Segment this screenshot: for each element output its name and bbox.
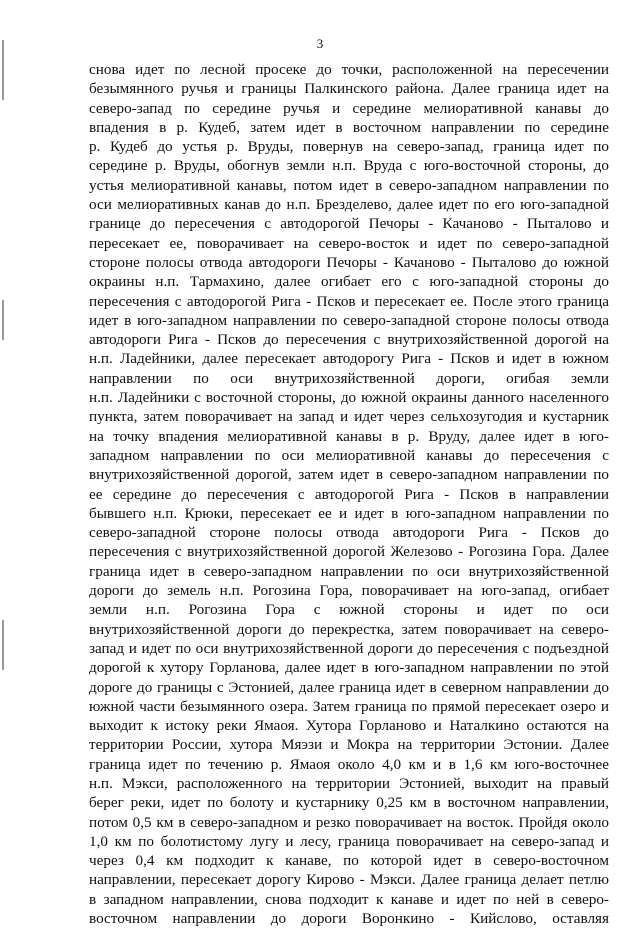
text-line: граница идет по течению р. Ямаоя около 4,0 км и в 1,6 км юго-восточнее <box>89 755 609 773</box>
text-line: западном направлении по оси мелиоративной канавы до пересечения с <box>89 446 609 464</box>
text-line: северо-запад по середине ручья и середине мелиоративной канавы до <box>89 99 609 117</box>
text-line: пересекает ее, поворачивает на северо-восток и идет по северо-западной <box>89 234 609 252</box>
text-line: направлении по оси внутрихозяйственной дороги, огибая земли <box>89 369 609 387</box>
text-line: безымянного ручья и границы Палкинского района. Далее граница идет на <box>89 80 609 98</box>
text-line: идет в юго-западном направлении по северо-западной стороне полосы отвода <box>89 311 609 329</box>
text-line: устья мелиоративной канавы, потом идет в северо-западном направлении по <box>89 176 609 194</box>
scan-edge-mark <box>2 300 4 340</box>
text-line: внутрихозяйственной дорогой, затем идет в северо-западном направлении по <box>89 466 609 484</box>
text-line: н.п. Ладейники, далее пересекает автодорогу Рига - Псков и идет в южном <box>89 350 609 368</box>
text-line: стороне полосы отвода автодороги Печоры - Качаново - Пыталово до южной <box>89 253 609 271</box>
text-line: дороге до границы с Эстонией, далее граница идет в северном направлении до <box>89 678 609 696</box>
text-line: границе до пересечения с автодорогой Печоры - Качаново - Пыталово и <box>89 215 609 233</box>
text-line: автодороги Рига - Псков до пересечения с внутрихозяйственной дорогой на <box>89 331 609 349</box>
text-line: середине р. Вруды, обогнув земли н.п. Вруда с юго-восточной стороны, до <box>89 157 609 175</box>
text-line: пункта, затем поворачивает на запад и идет через сельхозугодия и кустарник <box>89 408 609 426</box>
text-line: северо-западной стороне полосы отвода автодороги Рига - Псков до <box>89 524 609 542</box>
page-number: 3 <box>316 36 324 51</box>
text-line: 1,0 км по болотистому лугу и лесу, граница поворачивает на северо-запад и <box>89 832 609 850</box>
text-line: внутрихозяйственной дороги до перекрестка, затем поворачивает на северо- <box>89 620 609 638</box>
text-line: земли н.п. Рогозина Гора с южной стороны и идет по оси <box>89 601 609 619</box>
text-line: в западном направлении, снова подходит к канаве и идет по ней в северо- <box>89 890 609 908</box>
text-line: южной части безымянного озера. Затем граница по прямой пересекает озеро и <box>89 697 609 715</box>
text-line: н.п. Мэкси, расположенного на территории Эстонией, выходит на правый <box>89 774 609 792</box>
text-line: снова идет по лесной просеке до точки, расположенной на пересечении <box>89 61 609 78</box>
text-line: пересечения с внутрихозяйственной дорогой Железово - Рогозина Гора. Далее <box>89 543 609 561</box>
text-line: бывшего н.п. Крюки, пересекает ее и идет в юго-западном направлении по <box>89 504 609 522</box>
text-line: берег реки, идет по болоту и кустарнику 0,25 км в восточном направлении, <box>89 794 609 812</box>
text-line: потом 0,5 км в северо-западном и резко поворачивает на восток. Пройдя около <box>89 813 609 831</box>
text-line: территории России, хутора Мяэзи и Мокра на территории Эстонии. Далее <box>89 736 609 754</box>
text-line: ее середине до пересечения с автодорогой Рига - Псков в направлении <box>89 485 609 503</box>
text-line: запад и идет по оси внутрихозяйственной дороги до пересечения с подъездной <box>89 639 609 657</box>
body-text <box>89 60 609 928</box>
scan-edge-mark <box>2 620 4 670</box>
text-line: выходит к истоку реки Ямаоя. Хутора Горланово и Наталкино остаются на <box>89 717 609 735</box>
text-line: через 0,4 км подходит к канаве, по которой идет в северо-восточном <box>89 852 609 870</box>
text-line: направлении, пересекает дорогу Кирово - Мэкси. Далее граница делает петлю <box>89 871 609 889</box>
text-line: граница идет в северо-западном направлении по оси внутрихозяйственной <box>89 562 609 580</box>
text-line: дорогой к хутору Горланова, далее идет в юго-западном направлении по этой <box>89 659 609 677</box>
text-line: н.п. Ладейники с восточной стороны, до южной окраины данного населенного <box>89 389 609 407</box>
text-line: впадения в р. Кудеб, затем идет в восточном направлении по середине <box>89 118 609 136</box>
text-line: оси мелиоративных канав до н.п. Брезделево, далее идет по его юго-западной <box>89 196 609 214</box>
text-line: восточном направлении до дороги Воронкино - Кийслово, оставляя <box>89 910 609 928</box>
text-line: окраины н.п. Тармахино, далее огибает его с юго-западной стороны до <box>89 273 609 291</box>
text-line: дороги до земель н.п. Рогозина Гора, поворачивает на юго-запад, огибает <box>89 582 609 600</box>
text-line: пересечения с автодорогой Рига - Псков и пересекает ее. После этого граница <box>89 292 609 310</box>
text-line: р. Кудеб до устья р. Вруды, повернув на северо-запад, граница идет по <box>89 138 609 156</box>
text-line: на точку впадения мелиоративной канавы в р. Вруду, далее идет в юго- <box>89 427 609 445</box>
